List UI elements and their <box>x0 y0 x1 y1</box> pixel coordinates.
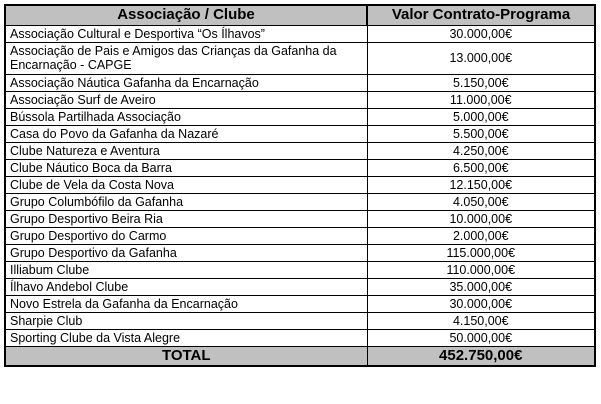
table-row <box>5 108 595 125</box>
association-name: Clube Natureza e Aventura <box>5 142 367 159</box>
contract-value: 30.000,00€ <box>367 295 595 312</box>
association-name: Grupo Desportivo do Carmo <box>5 227 367 244</box>
total-value: 452.750,00€ <box>367 346 595 366</box>
contract-value: 5.500,00€ <box>367 125 595 142</box>
association-name: Grupo Columbófilo da Gafanha <box>5 193 367 210</box>
contract-value: 5.000,00€ <box>367 108 595 125</box>
table-row <box>5 278 595 295</box>
contract-value: 110.000,00€ <box>367 261 595 278</box>
table-row <box>5 312 595 329</box>
total-label: TOTAL <box>5 346 367 366</box>
table-row <box>5 227 595 244</box>
table-row <box>5 176 595 193</box>
contract-value: 11.000,00€ <box>367 91 595 108</box>
contract-value: 2.000,00€ <box>367 227 595 244</box>
association-name: Casa do Povo da Gafanha da Nazaré <box>5 125 367 142</box>
table-row <box>5 244 595 261</box>
header-row <box>5 5 595 25</box>
association-name: Sporting Clube da Vista Alegre <box>5 329 367 346</box>
table-row <box>5 42 595 74</box>
association-name: Grupo Desportivo Beira Ria <box>5 210 367 227</box>
association-name: Associação de Pais e Amigos das Crianças da Gafanha da Encarnação - CAPGE <box>5 42 367 74</box>
association-name: Sharpie Club <box>5 312 367 329</box>
table-row <box>5 210 595 227</box>
header-contract-value: Valor Contrato-Programa <box>367 5 595 25</box>
contract-value: 13.000,00€ <box>367 42 595 74</box>
association-name: Associação Náutica Gafanha da Encarnação <box>5 74 367 91</box>
contract-value: 6.500,00€ <box>367 159 595 176</box>
table-row <box>5 74 595 91</box>
association-name: Ílhavo Andebol Clube <box>5 278 367 295</box>
association-name: Bússola Partilhada Associação <box>5 108 367 125</box>
table-row <box>5 142 595 159</box>
table-row <box>5 91 595 108</box>
association-name: Grupo Desportivo da Gafanha <box>5 244 367 261</box>
contract-value: 30.000,00€ <box>367 25 595 42</box>
table-row <box>5 261 595 278</box>
contract-value: 35.000,00€ <box>367 278 595 295</box>
table-row <box>5 159 595 176</box>
contract-value: 4.050,00€ <box>367 193 595 210</box>
association-name: Clube de Vela da Costa Nova <box>5 176 367 193</box>
table-row <box>5 125 595 142</box>
contract-value: 4.150,00€ <box>367 312 595 329</box>
association-name: Associação Cultural e Desportiva “Os Ílhavos” <box>5 25 367 42</box>
contract-value: 5.150,00€ <box>367 74 595 91</box>
association-name: Illiabum Clube <box>5 261 367 278</box>
contract-value: 4.250,00€ <box>367 142 595 159</box>
contract-value: 115.000,00€ <box>367 244 595 261</box>
total-row <box>5 346 595 366</box>
table-row <box>5 295 595 312</box>
association-name: Clube Náutico Boca da Barra <box>5 159 367 176</box>
association-name: Novo Estrela da Gafanha da Encarnação <box>5 295 367 312</box>
contracts-table <box>4 4 596 367</box>
contract-value: 50.000,00€ <box>367 329 595 346</box>
table-row <box>5 25 595 42</box>
header-association: Associação / Clube <box>5 5 367 25</box>
contract-value: 12.150,00€ <box>367 176 595 193</box>
table-row <box>5 329 595 346</box>
association-name: Associação Surf de Aveiro <box>5 91 367 108</box>
table-row <box>5 193 595 210</box>
contract-value: 10.000,00€ <box>367 210 595 227</box>
